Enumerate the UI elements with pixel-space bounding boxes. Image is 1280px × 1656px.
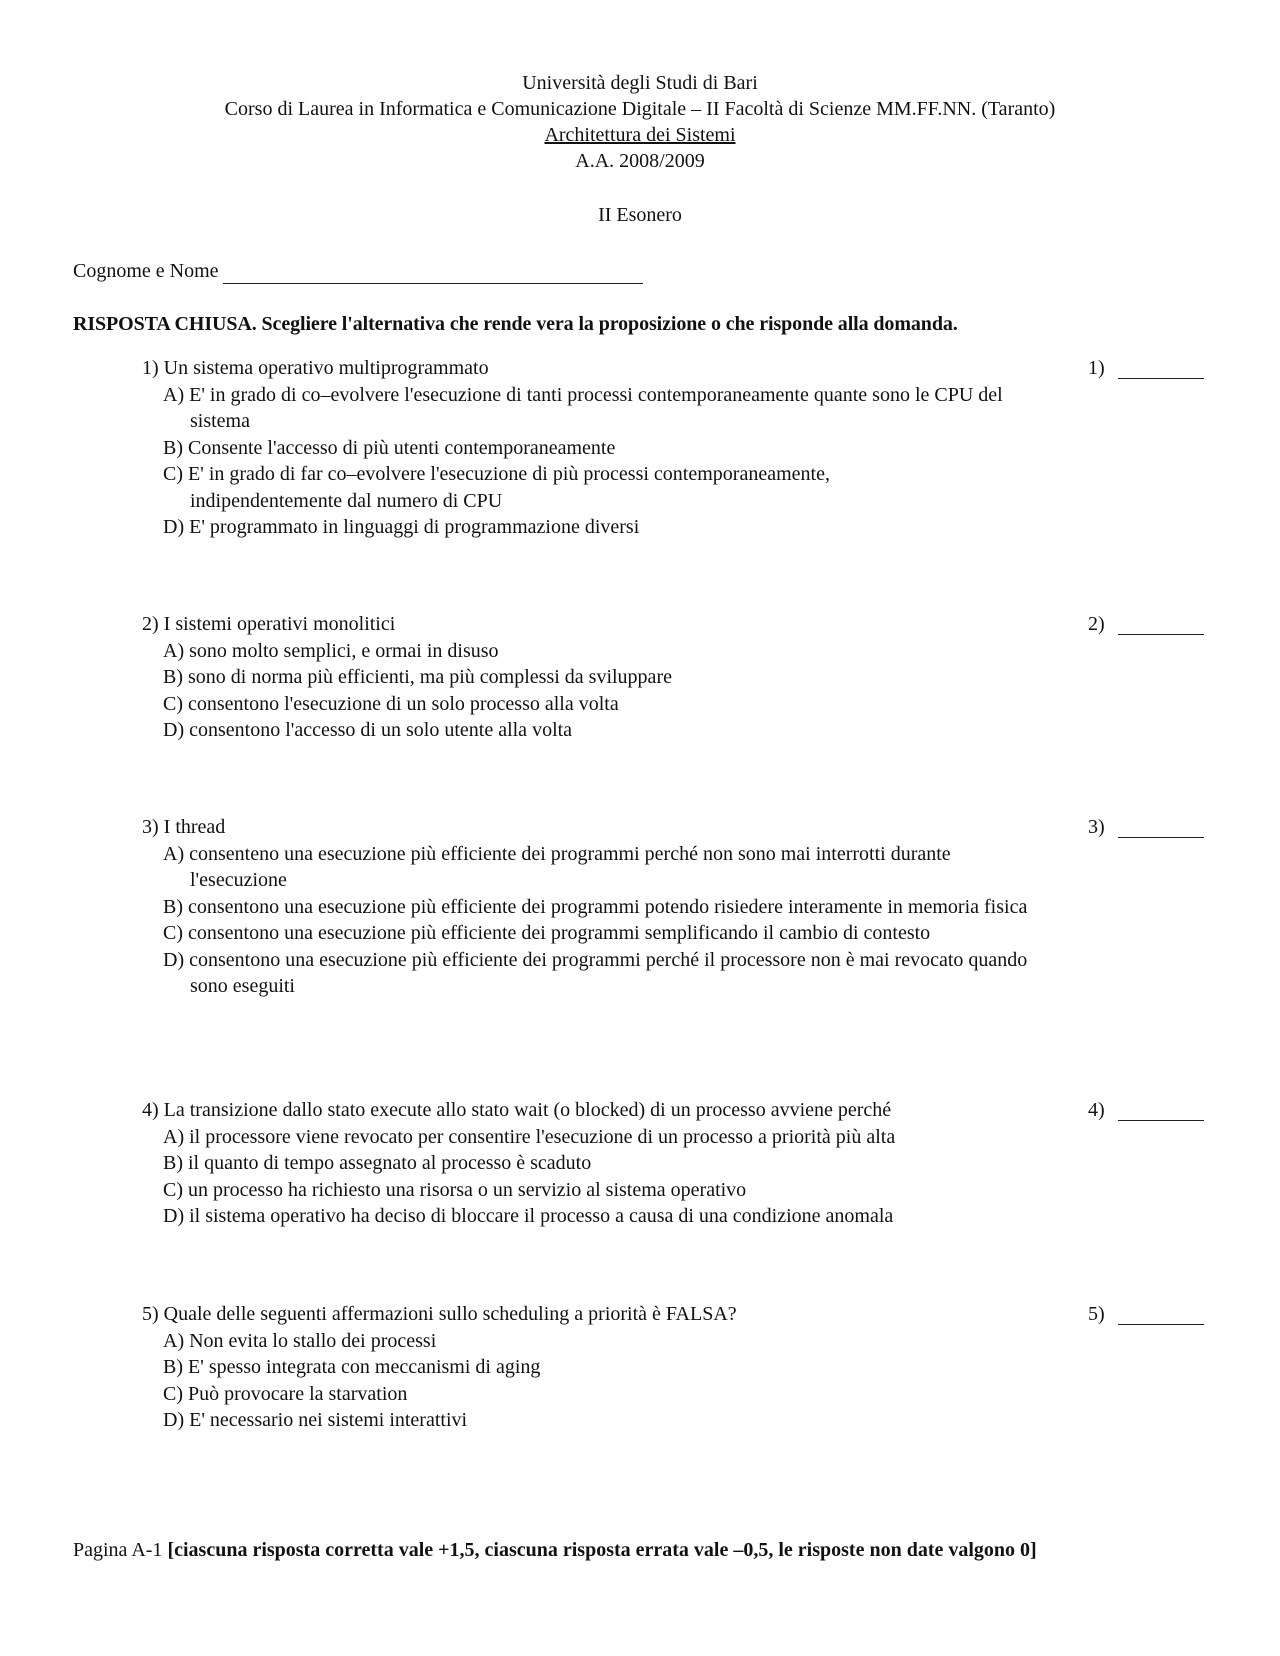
question-text: 2) I sistemi operativi monolitici xyxy=(142,613,396,635)
answer-slot-4 xyxy=(1088,1097,1105,1123)
option-a[interactable]: A) il processore viene revocato per consentire l'esecuzione di un processo a priorità più alta xyxy=(163,1125,896,1148)
question-text: 5) Quale delle seguenti affermazioni sullo scheduling a priorità è FALSA? xyxy=(142,1303,737,1325)
question-2 xyxy=(142,611,1042,744)
option-d[interactable]: D) consentono l'accesso di un solo utente alla volta xyxy=(163,719,573,741)
option-a[interactable]: A) consenteno una esecuzione più efficiente dei programmi perché non sono mai interrotti durante l'esecuzione xyxy=(163,842,951,891)
option-d[interactable]: D) il sistema operativo ha deciso di bloccare il processo a causa di una condizione anomala xyxy=(163,1205,894,1227)
question-text: 1) Un sistema operativo multiprogrammato xyxy=(142,357,489,379)
answer-slot-5 xyxy=(1088,1301,1105,1327)
answer-slot-3 xyxy=(1088,814,1105,840)
option-c[interactable]: C) consentono una esecuzione più efficiente dei programmi semplificando il cambio di contesto xyxy=(163,922,931,944)
answer-blank[interactable] xyxy=(1118,837,1204,838)
question-5 xyxy=(142,1301,1042,1434)
option-a[interactable]: A) Non evita lo stallo dei processi xyxy=(163,1329,437,1352)
option-c[interactable]: C) un processo ha richiesto una risorsa o un servizio al sistema operativo xyxy=(163,1178,747,1201)
option-d[interactable]: D) E' programmato in linguaggi di programmazione diversi xyxy=(163,516,640,538)
university-title: Università degli Studi di Bari xyxy=(522,72,758,94)
option-a[interactable]: A) E' in grado di co–evolvere l'esecuzione di tanti processi contemporaneamente quante sono le CPU del sistema xyxy=(163,383,1003,432)
option-b[interactable]: B) Consente l'accesso di più utenti contemporaneamente xyxy=(163,436,616,459)
course-title: Corso di Laurea in Informatica e Comunicazione Digitale – II Facoltà di Scienze MM.FF.NN. (Taranto) xyxy=(224,98,1056,120)
answer-blank[interactable] xyxy=(1118,634,1204,635)
option-b[interactable]: B) consentono una esecuzione più efficiente dei programmi potendo risiedere interamente in memoria fisica xyxy=(163,895,1028,918)
page-number: Pagina A-1 xyxy=(73,1539,163,1561)
answer-slot-1 xyxy=(1088,355,1105,381)
option-d[interactable]: D) E' necessario nei sistemi interattivi xyxy=(163,1409,468,1431)
question-4 xyxy=(142,1097,1042,1230)
option-a[interactable]: A) sono molto semplici, e ormai in disuso xyxy=(163,639,499,662)
subject-title xyxy=(0,122,1280,148)
question-text: 3) I thread xyxy=(142,816,226,838)
name-row xyxy=(73,258,643,284)
answer-label: 5) xyxy=(1088,1303,1105,1325)
name-field-line[interactable] xyxy=(223,263,643,284)
answer-slot-2 xyxy=(1088,611,1105,637)
exam-title: II Esonero xyxy=(598,204,682,226)
answer-blank[interactable] xyxy=(1118,1120,1204,1121)
page-footer xyxy=(73,1537,1037,1563)
instructions: RISPOSTA CHIUSA. Scegliere l'alternativa che rende vera la proposizione o che risponde alla domanda. xyxy=(73,313,958,335)
option-c[interactable]: C) E' in grado di far co–evolvere l'esecuzione di più processi contemporaneamente, indipendentemente dal numero di CPU xyxy=(163,463,830,512)
answer-label: 1) xyxy=(1088,357,1105,379)
name-label: Cognome e Nome xyxy=(73,260,219,282)
question-text: 4) La transizione dallo stato execute allo stato wait (o blocked) di un processo avviene perché xyxy=(142,1099,892,1121)
question-3 xyxy=(142,814,1042,1000)
option-d[interactable]: D) consentono una esecuzione più efficiente dei programmi perché il processore non è mai revocato quando sono eseguiti xyxy=(163,948,1028,997)
answer-blank[interactable] xyxy=(1118,1324,1204,1325)
option-c[interactable]: C) Può provocare la starvation xyxy=(163,1382,408,1405)
answer-blank[interactable] xyxy=(1118,378,1204,379)
question-1 xyxy=(142,355,1042,541)
subject-text: Architettura dei Sistemi xyxy=(544,124,736,146)
option-b[interactable]: B) E' spesso integrata con meccanismi di aging xyxy=(163,1356,541,1378)
answer-label: 2) xyxy=(1088,613,1105,635)
option-b[interactable]: B) il quanto di tempo assegnato al processo è scaduto xyxy=(163,1152,592,1174)
scoring-note: [ciascuna risposta corretta vale +1,5, ciascuna risposta errata vale –0,5, le risposte non date valgono 0] xyxy=(167,1539,1037,1561)
option-c[interactable]: C) consentono l'esecuzione di un solo processo alla volta xyxy=(163,692,619,715)
answer-label: 4) xyxy=(1088,1099,1105,1121)
academic-year: A.A. 2008/2009 xyxy=(575,150,705,172)
answer-label: 3) xyxy=(1088,816,1105,838)
option-b[interactable]: B) sono di norma più efficienti, ma più complessi da sviluppare xyxy=(163,666,672,688)
